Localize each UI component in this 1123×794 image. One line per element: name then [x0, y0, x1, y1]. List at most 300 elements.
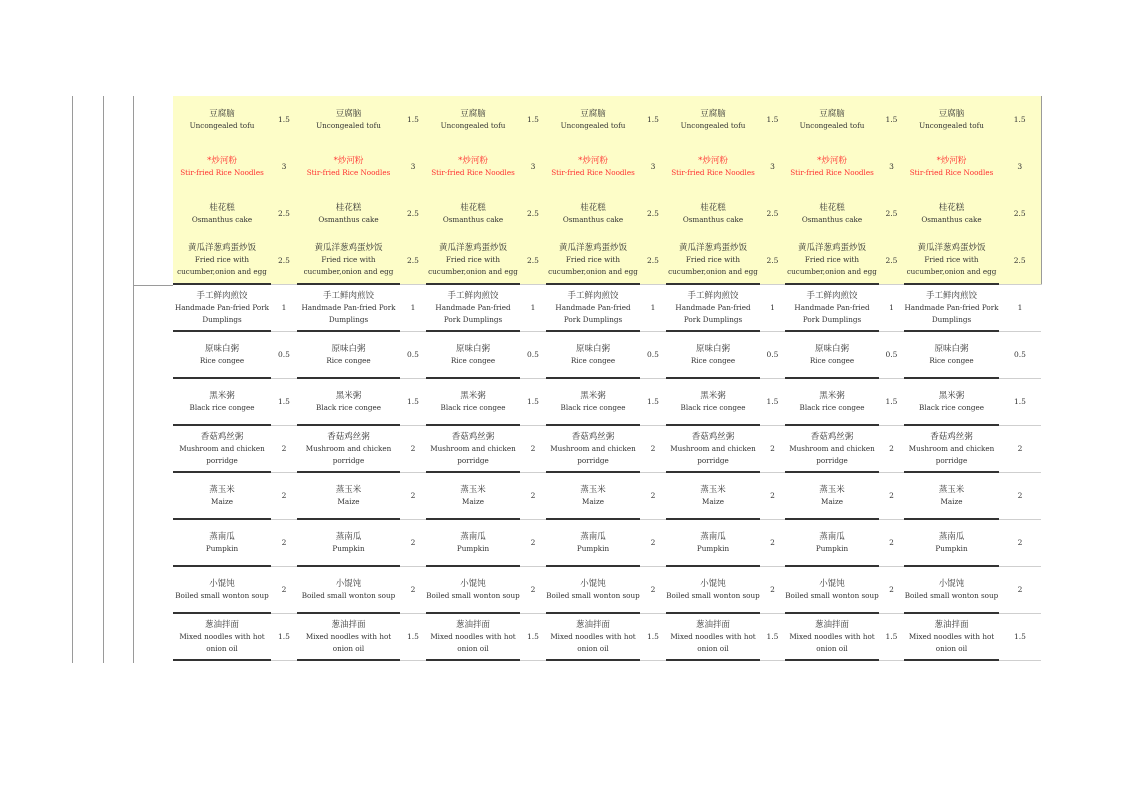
- dish-name-cn: 蒸玉米: [209, 484, 235, 495]
- dish-name-en: Black rice congee: [440, 402, 506, 412]
- dish-price: 2.5: [640, 190, 666, 237]
- dish-label: [785, 242, 879, 278]
- dish-cell: [546, 190, 640, 237]
- dish-name-cn: 小馄饨: [580, 578, 606, 589]
- dish-price: 3: [400, 143, 426, 190]
- dish-label: [297, 531, 400, 555]
- dish-name-en: Maize: [337, 496, 360, 506]
- dish-name-en: Pumpkin: [815, 543, 849, 553]
- dish-name-en: Boiled small wonton soup: [546, 590, 640, 600]
- dish-name-cn: 黄瓜洋葱鸡蛋炒饭: [314, 243, 383, 253]
- dish-name-cn: 原味白粥: [204, 343, 239, 354]
- dish-name-en: Fried rice with cucumber,onion and egg: [303, 255, 394, 276]
- dish-name-cn: 豆腐脑: [460, 108, 486, 119]
- dish-price: 2.5: [400, 237, 426, 284]
- dish-name-cn: *炒河粉: [698, 155, 728, 166]
- dish-label: [426, 108, 520, 132]
- dish-name-cn: 黑米粥: [938, 390, 965, 401]
- dish-label: [546, 202, 640, 226]
- dish-price: 2.5: [879, 190, 904, 237]
- dish-name-en: Handmade Pan-fried Pork Dumplings: [555, 302, 631, 324]
- dish-cell: [426, 237, 520, 284]
- dish-price: 1.5: [760, 613, 785, 660]
- dish-cell: [904, 237, 999, 284]
- dish-cell: [904, 425, 999, 472]
- dish-name-cn: 蒸南瓜: [335, 531, 362, 542]
- dish-price: 2: [640, 519, 666, 566]
- dish-price: 0.5: [640, 331, 666, 378]
- dish-name-cn: 桂花糕: [335, 202, 362, 213]
- menu-row: [173, 378, 1041, 425]
- dish-cell: [426, 331, 520, 378]
- dish-name-en: Handmade Pan-fried Pork Dumplings: [794, 302, 870, 324]
- dish-label: [426, 155, 520, 179]
- dish-name-cn: *炒河粉: [207, 155, 237, 166]
- dish-price: 1.5: [520, 96, 546, 143]
- dish-price: 3: [271, 143, 297, 190]
- dish-name-cn: *炒河粉: [458, 155, 488, 166]
- dish-price: 1.5: [520, 378, 546, 425]
- dish-label: [666, 290, 760, 326]
- dish-price: 2: [760, 519, 785, 566]
- dish-name-en: Rice congee: [450, 355, 496, 365]
- dish-price: 2: [640, 566, 666, 613]
- dish-price: 1.5: [999, 96, 1041, 143]
- dish-name-cn: *炒河粉: [333, 155, 364, 166]
- dish-name-en: Osmanthus cake: [191, 214, 253, 224]
- dish-cell: [173, 143, 271, 190]
- dish-cell: [426, 143, 520, 190]
- dish-cell: [785, 519, 879, 566]
- dish-name-cn: 葱油拌面: [814, 619, 849, 630]
- dish-name-en: Rice congee: [326, 355, 371, 365]
- dish-label: [666, 155, 760, 179]
- dish-cell: [546, 96, 640, 143]
- dish-cell: [666, 190, 760, 237]
- dish-name-cn: 豆腐脑: [580, 108, 606, 119]
- dish-cell: [297, 284, 400, 331]
- dish-name-cn: 小馄饨: [819, 578, 845, 589]
- menu-row: [173, 96, 1041, 143]
- dish-cell: [546, 613, 640, 660]
- dish-name-cn: 蒸南瓜: [460, 531, 486, 542]
- dish-price: 0.5: [879, 331, 904, 378]
- dish-name-en: Fried rice with cucumber,onion and egg: [428, 255, 518, 276]
- dish-cell: [904, 143, 999, 190]
- dish-price: 3: [640, 143, 666, 190]
- dish-label: [426, 242, 520, 278]
- dish-name-en: Mushroom and chicken porridge: [430, 443, 516, 465]
- dish-price: 2: [999, 425, 1041, 472]
- dish-cell: [904, 519, 999, 566]
- dish-label: [666, 343, 760, 367]
- dish-cell: [785, 378, 879, 425]
- dish-name-en: Maize: [821, 496, 843, 506]
- dish-name-cn: 蒸玉米: [460, 484, 486, 495]
- menu-row: [173, 190, 1041, 237]
- dish-price: 1.5: [271, 378, 297, 425]
- dish-price: 2: [760, 472, 785, 519]
- dish-cell: [904, 331, 999, 378]
- dish-label: [173, 484, 271, 508]
- dish-name-cn: 手工鲜肉煎饺: [322, 290, 374, 301]
- dish-cell: [297, 613, 400, 660]
- dish-label: [426, 484, 520, 508]
- dish-label: [173, 431, 271, 467]
- dish-name-cn: 葱油拌面: [204, 619, 239, 630]
- dish-name-en: Uncongealed tofu: [316, 120, 381, 130]
- dish-name-en: Pumpkin: [205, 543, 239, 553]
- dish-cell: [297, 143, 400, 190]
- dish-cell: [297, 519, 400, 566]
- dish-cell: [785, 190, 879, 237]
- dish-label: [546, 343, 640, 367]
- dish-price: 1.5: [760, 96, 785, 143]
- dish-name-en: Rice congee: [929, 355, 974, 365]
- dish-name-en: Uncongealed tofu: [189, 120, 255, 130]
- dish-name-cn: 原味白粥: [331, 343, 366, 354]
- dish-cell: [546, 472, 640, 519]
- dish-label: [546, 431, 640, 467]
- dish-label: [904, 290, 999, 326]
- dish-cell: [173, 613, 271, 660]
- dish-name-cn: *炒河粉: [936, 155, 967, 166]
- section-divider-stub: [133, 285, 173, 286]
- dish-price: 2.5: [640, 237, 666, 284]
- dish-cell: [666, 378, 760, 425]
- dish-label: [904, 619, 999, 655]
- dish-name-en: Fried rice with cucumber,onion and egg: [668, 255, 758, 276]
- dish-cell: [426, 472, 520, 519]
- dish-label: [904, 343, 999, 367]
- dish-name-cn: 黄瓜洋葱鸡蛋炒饭: [438, 243, 507, 253]
- dish-price: 2: [271, 566, 297, 613]
- dish-price: 2.5: [520, 190, 546, 237]
- dish-label: [666, 108, 760, 132]
- dish-name-en: Mixed noodles with hot onion oil: [789, 631, 875, 653]
- dish-label: [297, 484, 400, 508]
- dish-name-en: Stir-fried Rice Noodles: [671, 167, 755, 177]
- dish-cell: [173, 425, 271, 472]
- dish-name-en: Boiled small wonton soup: [666, 590, 760, 600]
- dish-cell: [546, 284, 640, 331]
- dish-name-en: Osmanthus cake: [562, 214, 624, 224]
- dish-name-en: Stir-fried Rice Noodles: [790, 167, 874, 177]
- dish-name-cn: 手工鲜肉煎饺: [687, 290, 739, 301]
- dish-name-en: Fried rice with cucumber,onion and egg: [787, 255, 877, 276]
- dish-label: [426, 578, 520, 602]
- dish-name-en: Mixed noodles with hot onion oil: [305, 631, 392, 653]
- dish-label: [904, 202, 999, 226]
- dish-price: 2: [640, 425, 666, 472]
- dish-name-en: Rice congee: [809, 355, 855, 365]
- dish-label: [297, 578, 400, 602]
- dish-label: [666, 578, 760, 602]
- dish-price: 2.5: [999, 190, 1041, 237]
- dish-cell: [546, 143, 640, 190]
- dish-name-cn: 小馄饨: [938, 578, 965, 589]
- dish-price: 2: [999, 566, 1041, 613]
- dish-label: [785, 108, 879, 132]
- dish-label: [546, 578, 640, 602]
- dish-label: [546, 242, 640, 278]
- dish-label: [785, 578, 879, 602]
- dish-name-cn: 香菇鸡丝粥: [930, 431, 973, 442]
- dish-cell: [426, 425, 520, 472]
- dish-name-en: Boiled small wonton soup: [426, 590, 520, 600]
- dish-label: [666, 242, 760, 278]
- dish-price: 1: [760, 284, 785, 331]
- dish-price: 2.5: [879, 237, 904, 284]
- dish-name-cn: 手工鲜肉煎饺: [806, 290, 858, 301]
- dish-name-en: Stir-fried Rice Noodles: [909, 167, 994, 177]
- dish-cell: [785, 331, 879, 378]
- dish-label: [173, 290, 271, 326]
- dish-price: 1.5: [640, 96, 666, 143]
- dish-name-cn: 小馄饨: [700, 578, 726, 589]
- dish-name-en: Black rice congee: [189, 402, 255, 412]
- menu-row: [173, 331, 1041, 378]
- dish-label: [173, 531, 271, 555]
- dish-label: [904, 155, 999, 179]
- dish-label: [173, 155, 271, 179]
- dish-cell: [173, 519, 271, 566]
- dish-label: [297, 202, 400, 226]
- dish-name-cn: 香菇鸡丝粥: [691, 431, 735, 442]
- dish-name-en: Uncongealed tofu: [919, 120, 984, 130]
- dish-name-en: Handmade Pan-fried Pork Dumplings: [675, 302, 751, 324]
- dish-label: [785, 290, 879, 326]
- dish-label: [666, 202, 760, 226]
- dish-label: [666, 390, 760, 414]
- dish-cell: [426, 613, 520, 660]
- dish-label: [904, 390, 999, 414]
- dish-name-en: Mushroom and chicken porridge: [550, 443, 636, 465]
- dish-price: 2: [640, 472, 666, 519]
- dish-price: 2: [879, 425, 904, 472]
- dish-cell: [666, 237, 760, 284]
- dish-name-en: Boiled small wonton soup: [175, 590, 269, 600]
- dish-cell: [173, 378, 271, 425]
- dish-name-en: Mushroom and chicken porridge: [908, 443, 995, 465]
- dish-name-cn: 蒸玉米: [580, 484, 606, 495]
- dish-name-en: Osmanthus cake: [318, 214, 379, 224]
- dish-name-en: Maize: [940, 496, 963, 506]
- dish-cell: [297, 378, 400, 425]
- dish-name-cn: 香菇鸡丝粥: [810, 431, 854, 442]
- dish-price: 2: [999, 519, 1041, 566]
- dish-name-en: Osmanthus cake: [801, 214, 863, 224]
- dish-cell: [785, 237, 879, 284]
- dish-name-cn: 桂花糕: [460, 202, 486, 213]
- dish-cell: [666, 331, 760, 378]
- dish-price: 1.5: [760, 378, 785, 425]
- dish-cell: [426, 519, 520, 566]
- dish-name-cn: 桂花糕: [209, 202, 235, 213]
- dish-cell: [904, 96, 999, 143]
- dish-name-cn: 香菇鸡丝粥: [571, 431, 615, 442]
- dish-label: [666, 431, 760, 467]
- dish-price: 2: [400, 519, 426, 566]
- dish-name-cn: 手工鲜肉煎饺: [925, 290, 977, 301]
- dish-price: 1: [520, 284, 546, 331]
- dish-name-cn: 蒸南瓜: [580, 531, 606, 542]
- dish-name-cn: 蒸南瓜: [700, 531, 726, 542]
- dish-name-cn: 手工鲜肉煎饺: [196, 290, 248, 301]
- dish-name-en: Fried rice with cucumber,onion and egg: [906, 255, 997, 276]
- dish-name-cn: 蒸玉米: [938, 484, 965, 495]
- dish-name-en: Mixed noodles with hot onion oil: [908, 631, 995, 653]
- dish-label: [666, 531, 760, 555]
- dish-price: 1.5: [271, 613, 297, 660]
- dish-name-cn: 蒸玉米: [335, 484, 362, 495]
- dish-name-en: Stir-fried Rice Noodles: [306, 167, 391, 177]
- dish-name-cn: 手工鲜肉煎饺: [567, 290, 619, 301]
- dish-label: [426, 343, 520, 367]
- dish-name-cn: 豆腐脑: [700, 108, 726, 119]
- dish-price: 2: [400, 425, 426, 472]
- dish-price: 1: [999, 284, 1041, 331]
- dish-name-en: Black rice congee: [316, 402, 381, 412]
- dish-name-cn: 蒸玉米: [700, 484, 726, 495]
- dish-name-en: Stir-fried Rice Noodles: [551, 167, 635, 177]
- dish-price: 2: [520, 472, 546, 519]
- dish-label: [173, 390, 271, 414]
- dish-price: 1.5: [520, 613, 546, 660]
- dish-cell: [173, 566, 271, 613]
- dish-label: [785, 343, 879, 367]
- dish-cell: [666, 425, 760, 472]
- dish-price: 2: [879, 472, 904, 519]
- dish-cell: [173, 331, 271, 378]
- dish-cell: [426, 96, 520, 143]
- dish-label: [904, 242, 999, 278]
- dish-name-cn: 豆腐脑: [335, 108, 362, 119]
- dish-label: [904, 431, 999, 467]
- dish-label: [173, 578, 271, 602]
- dish-name-en: Stir-fried Rice Noodles: [180, 167, 264, 177]
- menu-row: [173, 566, 1041, 613]
- dish-label: [297, 155, 400, 179]
- dish-price: 3: [760, 143, 785, 190]
- dish-name-cn: 小馄饨: [209, 578, 235, 589]
- dish-price: 1.5: [999, 613, 1041, 660]
- dish-name-en: Uncongealed tofu: [560, 120, 626, 130]
- dish-name-cn: 香菇鸡丝粥: [327, 431, 370, 442]
- dish-cell: [297, 472, 400, 519]
- dish-label: [904, 578, 999, 602]
- dish-label: [297, 390, 400, 414]
- dish-name-cn: 葱油拌面: [455, 619, 490, 630]
- dish-cell: [785, 613, 879, 660]
- dish-cell: [546, 519, 640, 566]
- dish-name-cn: 葱油拌面: [695, 619, 730, 630]
- dish-name-cn: 香菇鸡丝粥: [200, 431, 244, 442]
- dish-price: 2: [520, 425, 546, 472]
- dish-name-en: Uncongealed tofu: [440, 120, 506, 130]
- dish-label: [297, 619, 400, 655]
- dish-name-cn: 葱油拌面: [934, 619, 969, 630]
- dish-name-cn: 手工鲜肉煎饺: [447, 290, 499, 301]
- dish-price: 2: [271, 519, 297, 566]
- dish-label: [546, 155, 640, 179]
- dish-name-en: Boiled small wonton soup: [904, 590, 999, 600]
- dish-cell: [297, 190, 400, 237]
- dish-cell: [785, 472, 879, 519]
- dish-cell: [426, 566, 520, 613]
- dish-name-cn: 小馄饨: [335, 578, 362, 589]
- dish-label: [173, 242, 271, 278]
- dish-name-en: Mushroom and chicken porridge: [179, 443, 265, 465]
- dish-price: 2: [520, 566, 546, 613]
- dish-name-cn: 葱油拌面: [575, 619, 610, 630]
- dish-name-cn: 香菇鸡丝粥: [451, 431, 495, 442]
- dish-label: [785, 155, 879, 179]
- dish-label: [173, 108, 271, 132]
- dish-name-cn: 黄瓜洋葱鸡蛋炒饭: [797, 243, 866, 253]
- dish-cell: [666, 519, 760, 566]
- dish-price: 1.5: [879, 613, 904, 660]
- dish-price: 0.5: [760, 331, 785, 378]
- dish-cell: [904, 190, 999, 237]
- dish-name-en: Black rice congee: [799, 402, 865, 412]
- dish-name-en: Fried rice with cucumber,onion and egg: [177, 255, 267, 276]
- dish-name-cn: 原味白粥: [455, 343, 490, 354]
- menu-row: [173, 519, 1041, 566]
- dish-label: [426, 390, 520, 414]
- dish-name-cn: 蒸南瓜: [209, 531, 235, 542]
- dish-name-cn: 黄瓜洋葱鸡蛋炒饭: [917, 243, 986, 253]
- dish-name-en: Handmade Pan-fried Pork Dumplings: [301, 302, 396, 324]
- menu-row: [173, 284, 1041, 331]
- dish-cell: [173, 237, 271, 284]
- dish-label: [904, 108, 999, 132]
- dish-name-cn: 小馄饨: [460, 578, 486, 589]
- dish-name-en: Pumpkin: [576, 543, 610, 553]
- dish-name-en: Pumpkin: [935, 543, 968, 553]
- dish-price: 2: [400, 566, 426, 613]
- dish-price: 2.5: [760, 190, 785, 237]
- dish-name-cn: 桂花糕: [700, 202, 726, 213]
- dish-name-cn: 蒸南瓜: [819, 531, 845, 542]
- dish-name-en: Pumpkin: [456, 543, 490, 553]
- dish-price: 2.5: [520, 237, 546, 284]
- dish-cell: [426, 378, 520, 425]
- dish-name-en: Maize: [211, 496, 233, 506]
- dish-price: 2.5: [271, 237, 297, 284]
- dish-price: 2: [400, 472, 426, 519]
- dish-price: 2: [760, 425, 785, 472]
- dish-cell: [785, 96, 879, 143]
- dish-name-en: Black rice congee: [680, 402, 746, 412]
- dish-cell: [546, 331, 640, 378]
- dish-name-en: Fried rice with cucumber,onion and egg: [548, 255, 638, 276]
- dish-price: 1: [879, 284, 904, 331]
- dish-price: 2: [879, 566, 904, 613]
- menu-row: [173, 143, 1041, 190]
- dish-cell: [173, 96, 271, 143]
- dish-price: 2: [271, 472, 297, 519]
- dish-cell: [173, 284, 271, 331]
- dish-label: [173, 343, 271, 367]
- dish-name-en: Maize: [462, 496, 484, 506]
- left-margin-line-2: [103, 96, 104, 663]
- dish-price: 3: [879, 143, 904, 190]
- dish-name-cn: 桂花糕: [819, 202, 845, 213]
- dish-cell: [426, 284, 520, 331]
- dish-cell: [666, 284, 760, 331]
- dish-label: [546, 390, 640, 414]
